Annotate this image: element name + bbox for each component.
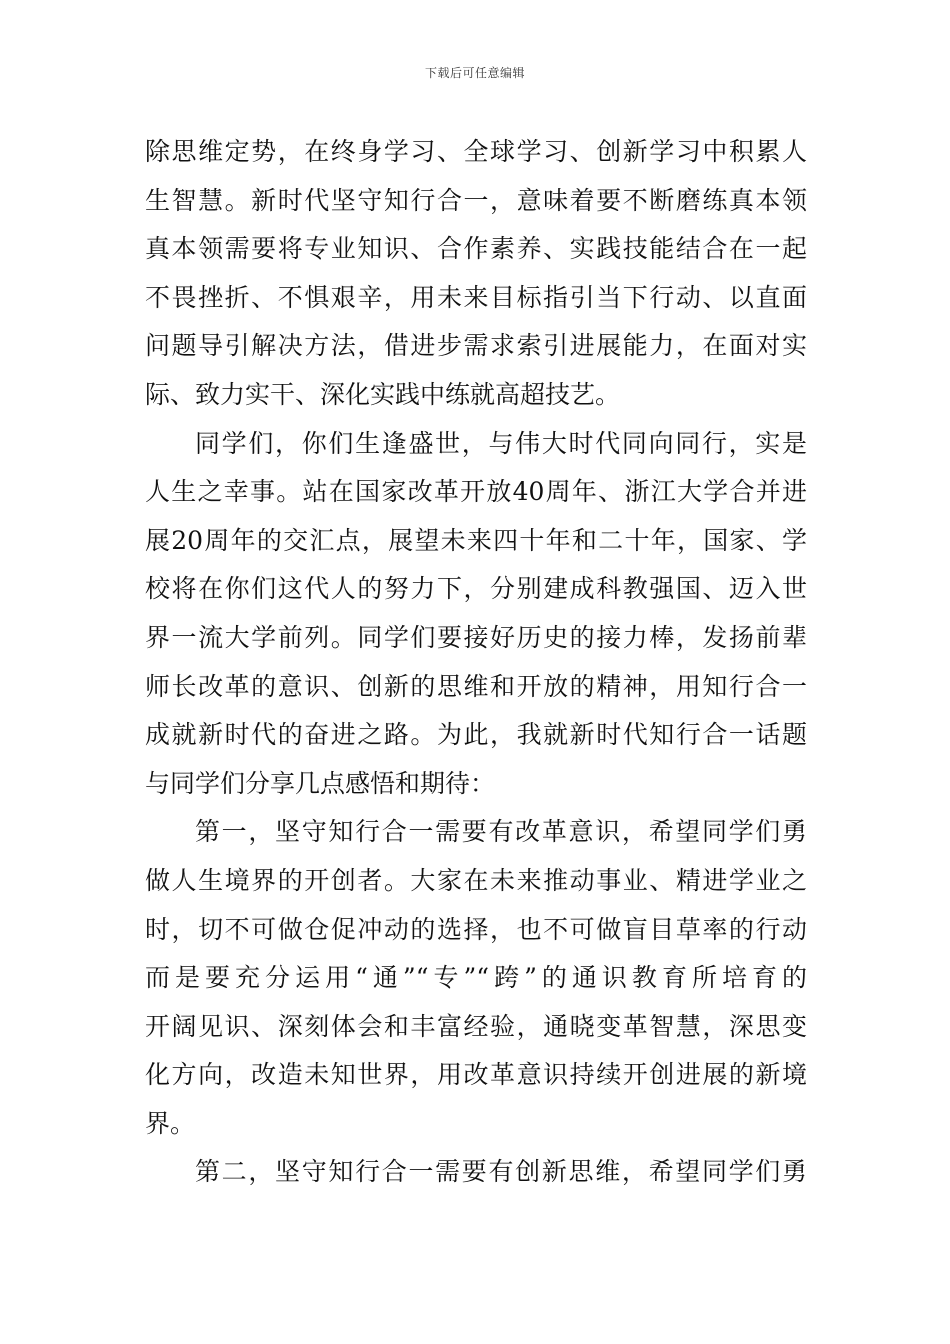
text-line: 化方向，改造未知世界，用改革意识持续开创进展的新境: [145, 1060, 807, 1090]
text-line: 做人生境界的开创者。大家在未来推动事业、精进学业之: [145, 865, 807, 895]
text-line: 同学们，你们生逢盛世，与伟大时代同向同行，实是: [195, 428, 807, 458]
text-line: 第二，坚守知行合一需要有创新思维，希望同学们勇: [195, 1157, 807, 1187]
text-line: 师长改革的意识、创新的思维和开放的精神，用知行合一: [145, 671, 807, 701]
text-line: 而是要充分运用“通”“专”“跨”的通识教育所培育的: [145, 963, 807, 993]
text-line: 校将在你们这代人的努力下，分别建成科教强国、迈入世: [145, 574, 807, 604]
text-line: 时，切不可做仓促冲动的选择，也不可做盲目草率的行动: [145, 914, 807, 944]
paragraph: [145, 128, 807, 420]
page-header: 下载后可任意编辑: [424, 66, 525, 80]
text-line: 真本领需要将专业知识、合作素养、实践技能结合在一起: [145, 234, 807, 264]
text-line: 生智慧。新时代坚守知行合一，意味着要不断磨练真本领: [145, 185, 807, 215]
text-line: 界一流大学前列。同学们要接好历史的接力棒，发扬前辈: [145, 622, 807, 652]
text-line: 展20周年的交汇点，展望未来四十年和二十年，国家、学: [145, 525, 807, 555]
paragraph: [145, 420, 807, 809]
text-line: 问题导引解决方法，借进步需求索引进展能力，在面对实: [145, 331, 807, 361]
text-line: 成就新时代的奋进之路。为此，我就新时代知行合一话题: [145, 720, 807, 750]
document-body: [145, 128, 807, 1197]
text-line: 人生之幸事。站在国家改革开放40周年、浙江大学合并进: [145, 477, 807, 507]
paragraph: [145, 1148, 807, 1197]
text-line: 第一，坚守知行合一需要有改革意识，希望同学们勇: [195, 817, 807, 847]
text-line: 际、致力实干、深化实践中练就高超技艺。: [145, 379, 621, 409]
paragraph: [145, 808, 807, 1148]
text-line: 界。: [145, 1108, 196, 1138]
text-line: 不畏挫折、不惧艰辛，用未来目标指引当下行动、以直面: [145, 282, 807, 312]
text-line: 除思维定势，在终身学习、全球学习、创新学习中积累人: [145, 137, 807, 166]
text-line: 与同学们分享几点感悟和期待：: [145, 768, 496, 798]
text-line: 开阔见识、深刻体会和丰富经验，通晓变革智慧，深思变: [145, 1011, 807, 1041]
